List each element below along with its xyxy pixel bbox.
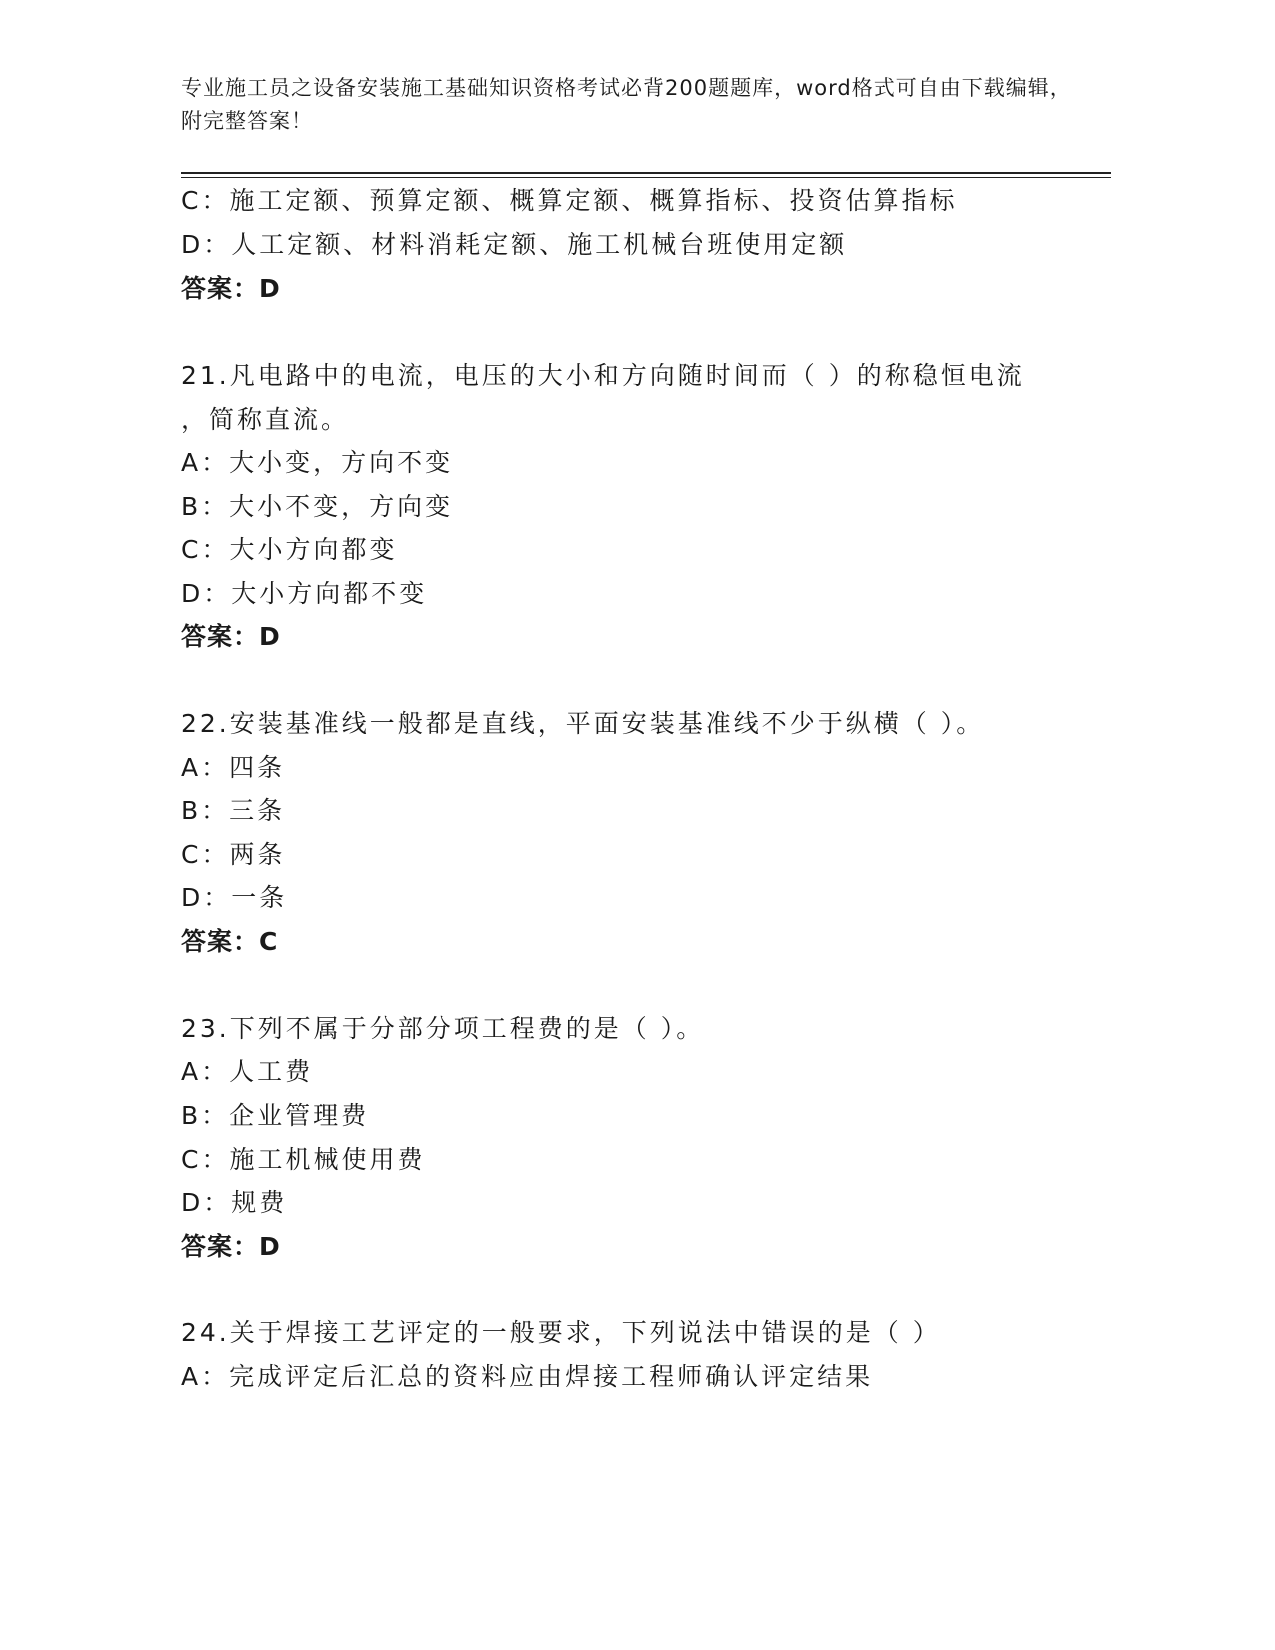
prev-option-c: C：施工定额、预算定额、概算定额、概算指标、投资估算指标 — [181, 186, 958, 215]
header-divider — [181, 172, 1111, 178]
q24-stem: 24.关于焊接工艺评定的一般要求，下列说法中错误的是（ ） — [181, 1318, 941, 1347]
q21-answer: 答案：D — [181, 622, 281, 651]
q22-option-b: B：三条 — [181, 796, 286, 825]
document-header: 专业施工员之设备安装施工基础知识资格考试必背200题题库，word格式可自由下载编辑，附完整答案！ — [181, 76, 1072, 133]
q22-option-c: C：两条 — [181, 840, 286, 869]
q21-stem-line2: ，简称直流。 — [181, 405, 350, 434]
q23-option-b: B：企业管理费 — [181, 1101, 370, 1130]
q23-option-c: C：施工机械使用费 — [181, 1145, 426, 1174]
prev-option-d: D：人工定额、材料消耗定额、施工机械台班使用定额 — [181, 230, 848, 259]
q23-option-a: A：人工费 — [181, 1057, 314, 1086]
q23-option-d: D：规费 — [181, 1188, 288, 1217]
q22-option-d: D：一条 — [181, 883, 288, 912]
q21-option-c: C：大小方向都变 — [181, 535, 398, 564]
q23-answer: 答案：D — [181, 1232, 281, 1261]
q21-option-d: D：大小方向都不变 — [181, 579, 428, 608]
q22-answer: 答案：C — [181, 927, 279, 956]
q21-stem-line1: 21.凡电路中的电流，电压的大小和方向随时间而（ ）的称稳恒电流 — [181, 361, 1025, 390]
q22-option-a: A：四条 — [181, 753, 286, 782]
q22-stem: 22.安装基准线一般都是直线，平面安装基准线不少于纵横（ ）。 — [181, 709, 985, 738]
q24-option-a: A：完成评定后汇总的资料应由焊接工程师确认评定结果 — [181, 1362, 874, 1391]
q23-stem: 23.下列不属于分部分项工程费的是（ ）。 — [181, 1014, 705, 1043]
prev-answer: 答案：D — [181, 274, 281, 303]
q21-option-b: B：大小不变，方向变 — [181, 492, 454, 521]
q21-option-a: A：大小变，方向不变 — [181, 448, 454, 477]
